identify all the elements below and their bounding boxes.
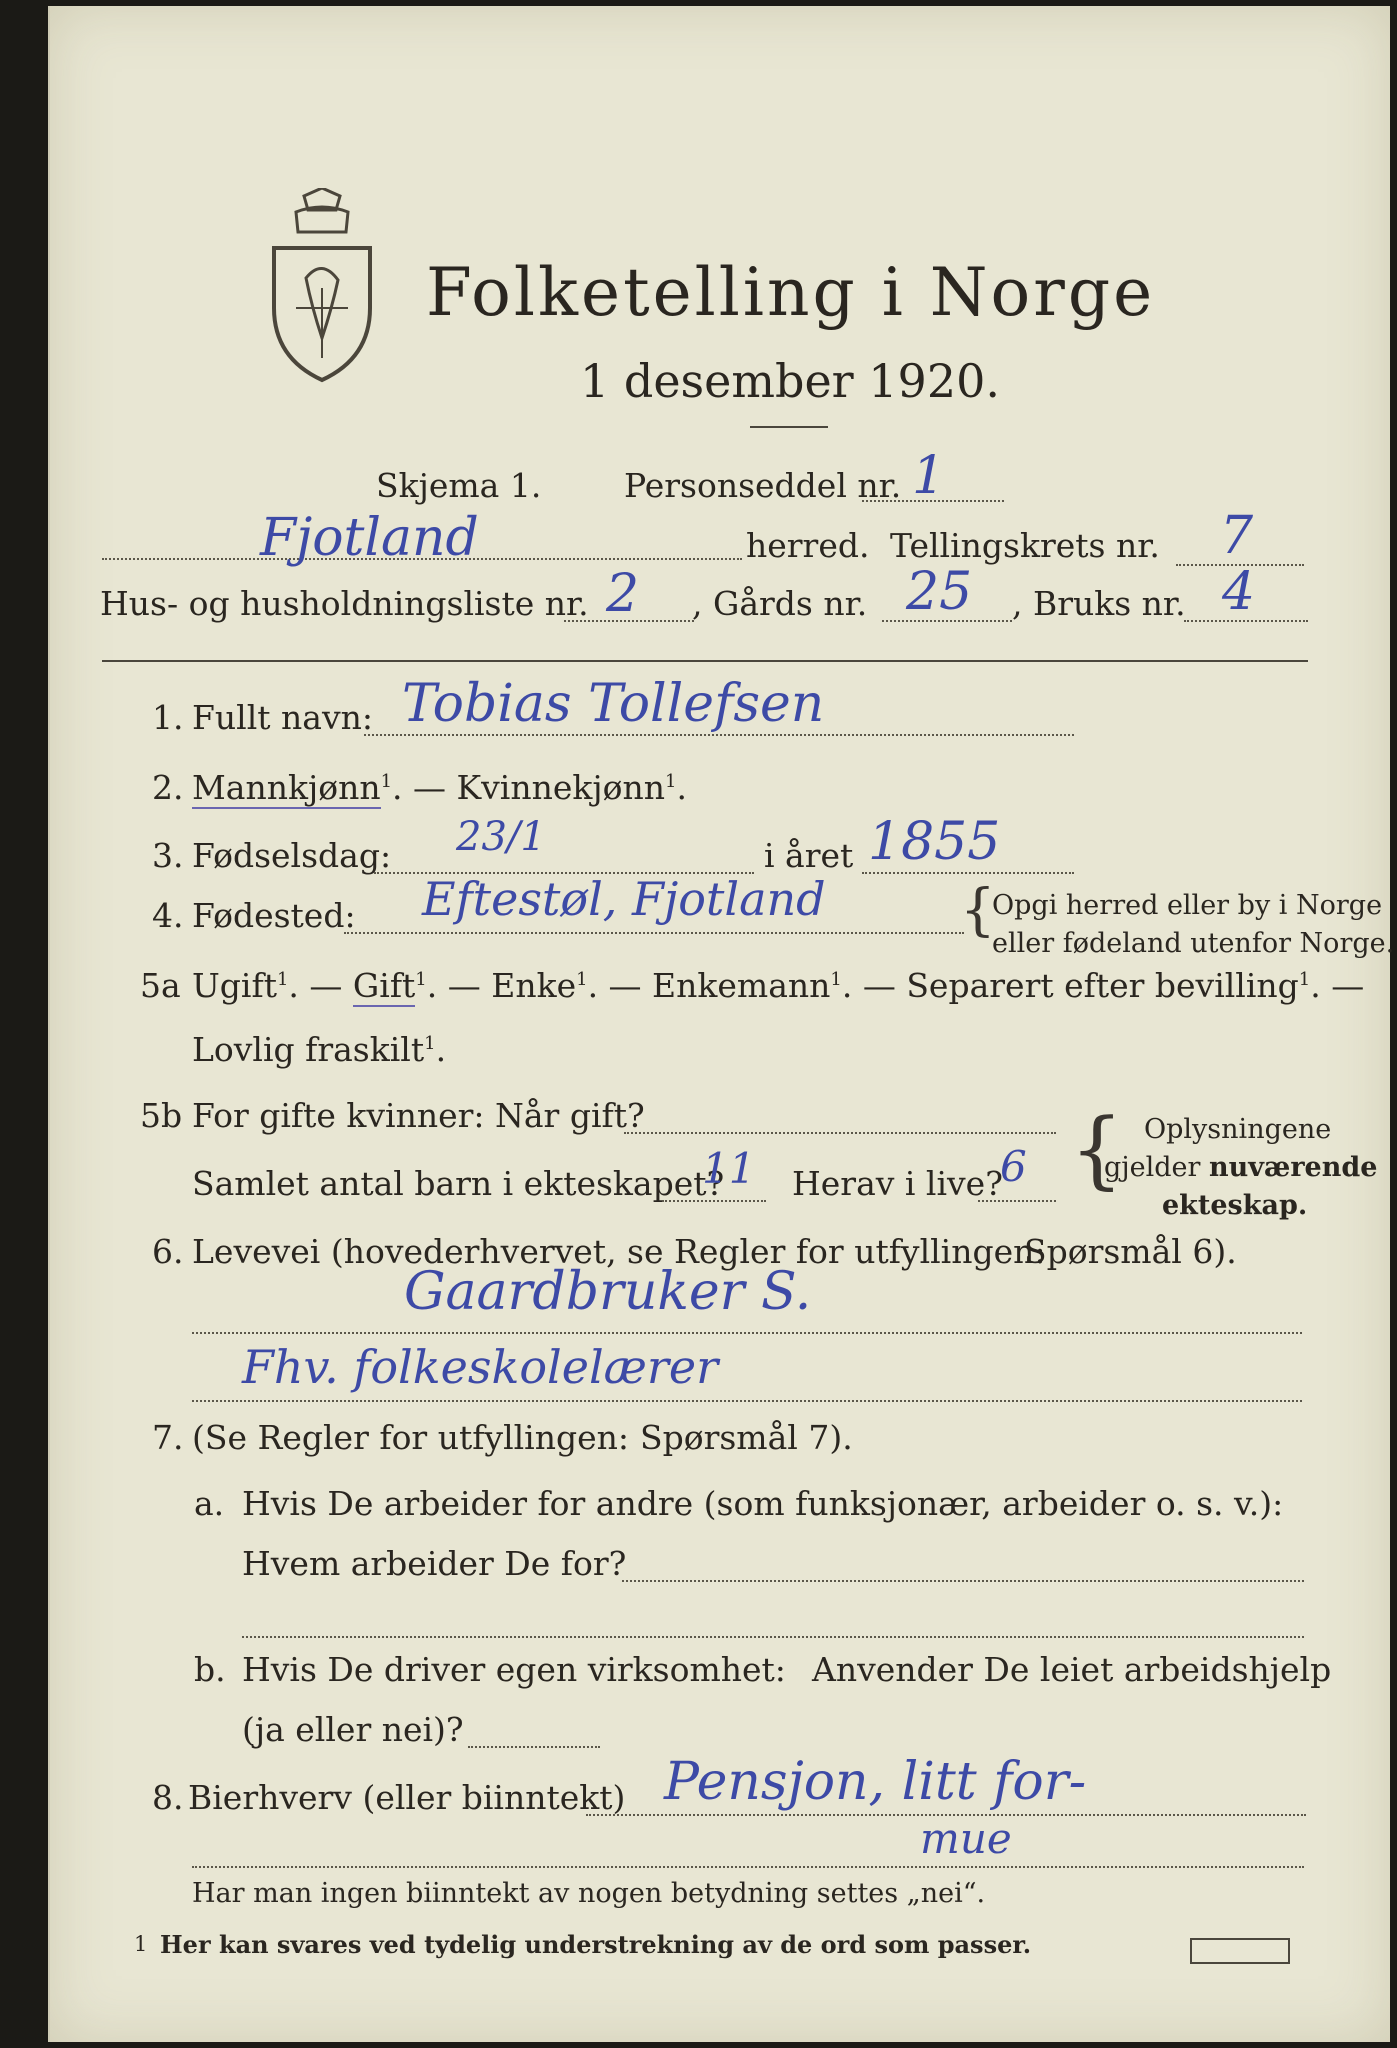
- skjema-label: Skjema 1.: [376, 466, 542, 505]
- gender-male: Mannkjønn: [192, 768, 381, 807]
- side-income-value-1: Pensjon, litt for-: [664, 1752, 1087, 1812]
- birthplace-value: Eftestøl, Fjotland: [422, 872, 826, 926]
- q7-label: (Se Regler for utfyllingen:: [192, 1418, 630, 1457]
- q2-number: 2.: [152, 768, 184, 807]
- occupation-value-2: Fhv. folkeskolelærer: [242, 1340, 719, 1394]
- footnote-marker: 1: [134, 1932, 148, 1956]
- bruks-label: , Bruks nr.: [1012, 584, 1186, 623]
- q3-label: Fødselsdag:: [192, 836, 392, 875]
- hus-label: Hus- og husholdningsliste nr.: [100, 584, 589, 623]
- herred-label: herred.: [746, 526, 870, 565]
- bruks-value: 4: [1222, 562, 1256, 622]
- gards-value: 25: [906, 562, 973, 622]
- marital-gift: Gift: [352, 966, 416, 1005]
- q7-number: 7.: [152, 1418, 184, 1457]
- q5a-number: 5a: [140, 966, 181, 1005]
- header-divider: [102, 660, 1308, 662]
- q4-number: 4.: [152, 896, 184, 935]
- birth-year-value: 1855: [868, 812, 1001, 872]
- form-date: 1 desember 1920.: [580, 354, 1000, 408]
- q1-label: Fullt navn:: [192, 698, 373, 737]
- q5b-number: 5b: [140, 1096, 183, 1135]
- q5b-label-1: For gifte kvinner: Når gift?: [192, 1096, 645, 1135]
- form-title: Folketelling i Norge: [426, 254, 1156, 331]
- q3-number: 3.: [152, 836, 184, 875]
- q5b-note-3: ekteskap.: [1162, 1190, 1308, 1221]
- q7b-letter: b.: [194, 1650, 226, 1689]
- hus-value: 2: [606, 564, 640, 624]
- q3-year-label: i året: [764, 836, 854, 875]
- q4-note-1: Opgi herred eller by i Norge: [992, 890, 1383, 921]
- side-income-value-2: mue: [920, 1814, 1012, 1863]
- q7a-label-2: Hvem arbeider De for?: [242, 1544, 627, 1583]
- footer-note: Har man ingen biinntekt av nogen betydning settes „nei“.: [192, 1878, 986, 1909]
- q5b-note-2: gjelder nuværende: [1104, 1152, 1378, 1183]
- birthday-value: 23/1: [456, 814, 546, 860]
- q8-number: 8.: [152, 1778, 184, 1817]
- q1-number: 1.: [152, 698, 184, 737]
- footnote-text: Her kan svares ved tydelig understrekning av de ord som passer.: [160, 1930, 1032, 1959]
- gards-label: , Gårds nr.: [692, 584, 868, 623]
- q6-number: 6.: [152, 1232, 184, 1271]
- q7a-label: Hvis De arbeider for andre (som funksjonær, arbeider o. s. v.):: [242, 1484, 1284, 1523]
- tellingskrets-value: 7: [1220, 506, 1254, 566]
- q7b-label: Hvis De driver egen virksomhet:: [242, 1650, 786, 1689]
- coat-of-arms-icon: [266, 188, 378, 384]
- printer-stamp: [1190, 1938, 1290, 1964]
- q4-label: Fødested:: [192, 896, 356, 935]
- q4-note-2: eller fødeland utenfor Norge.: [992, 928, 1395, 959]
- children-alive-value: 6: [1000, 1142, 1027, 1191]
- gender-row: Mannkjønn$^1$. — Kvinnekjønn$^1$.: [192, 768, 687, 807]
- gender-female: Kvinnekjønn: [456, 768, 666, 807]
- marital-lovlig: Lovlig fraskilt$^1$.: [192, 1030, 447, 1069]
- q6-label: Levevei (hovederhvervet, se Regler for utfyllingen:: [192, 1232, 1046, 1271]
- full-name-value: Tobias Tollefsen: [402, 674, 825, 734]
- q6-reference: Spørsmål 6).: [1024, 1232, 1237, 1271]
- q5b-label-2: Samlet antal barn i ekteskapet?: [192, 1164, 725, 1203]
- q5b-ilive-label: Herav i live?: [792, 1164, 1003, 1203]
- census-form: Folketelling i Norge 1 desember 1920. Skjema 1. Personseddel nr. 1 Fjotland herred. Tellingskrets nr. 7 Hus- og husholdningsliste nr. 2 , Gårds nr. 25 , Bruks nr. 4 1. Fullt navn: Tobias Tollefsen 2. Mannkjønn$^1$. — Kvinnekjønn$^1$. 3. Fødselsdag: 23/1 i året 1855 4. Fødested: Eftestøl, Fjotland { Opgi herred eller by i Norge eller fødeland utenfor Norge. 5a Ugift$^1$. — Gift$^1$. — Enke$^1$. — Enkemann$^1$. — Separert efter bevilling$^1$. — Lovlig fraskilt$^1$. 5b For gifte kvinner: Når gift? Samlet antal barn i ekteskapet? 11 Herav i live? 6 { Oplysningene gjelder nuværende ekteskap. 6. Levevei (hovederhvervet, se Regler for utfyllingen: Spørsmål 6). Gaardbruker S. Fhv. folkeskolelærer 7. (Se Regler for utfyllingen: Spørsmål 7). a. Hvis De arbeider for andre (som funksjonær, arbeider o. s. v.): Hvem arbeider De for? b. Hvis De driver egen virksomhet: Anvender De leiet arbeidshjelp (ja eller nei)? 8. Bierhverv (eller biinntekt) Pensjon, litt for- mue Har man ingen biinntekt av nogen betydning settes „nei“. 1 Her kan svares ved tydelig understrekning av de ord som passer.: [48, 6, 1390, 2042]
- occupation-value-1: Gaardbruker S.: [404, 1262, 812, 1322]
- q7a-letter: a.: [194, 1484, 225, 1523]
- q7-reference: Spørsmål 7).: [640, 1418, 853, 1457]
- tellingskrets-label: Tellingskrets nr.: [890, 526, 1160, 565]
- personseddel-label: Personseddel nr.: [624, 466, 902, 505]
- herred-value: Fjotland: [260, 508, 479, 568]
- q7b-label-2: (ja eller nei)?: [242, 1710, 464, 1749]
- title-divider: [750, 426, 828, 428]
- q8-label: Bierhverv (eller biinntekt): [188, 1778, 626, 1817]
- q7b-label-b: Anvender De leiet arbeidshjelp: [812, 1650, 1332, 1689]
- personseddel-value: 1: [912, 446, 946, 506]
- marital-status-row: Ugift$^1$. — Gift$^1$. — Enke$^1$. — Enkemann$^1$. — Separert efter bevilling$^1$. —: [192, 966, 1365, 1005]
- children-count-value: 11: [702, 1144, 756, 1193]
- q5b-note-1: Oplysningene: [1144, 1114, 1332, 1145]
